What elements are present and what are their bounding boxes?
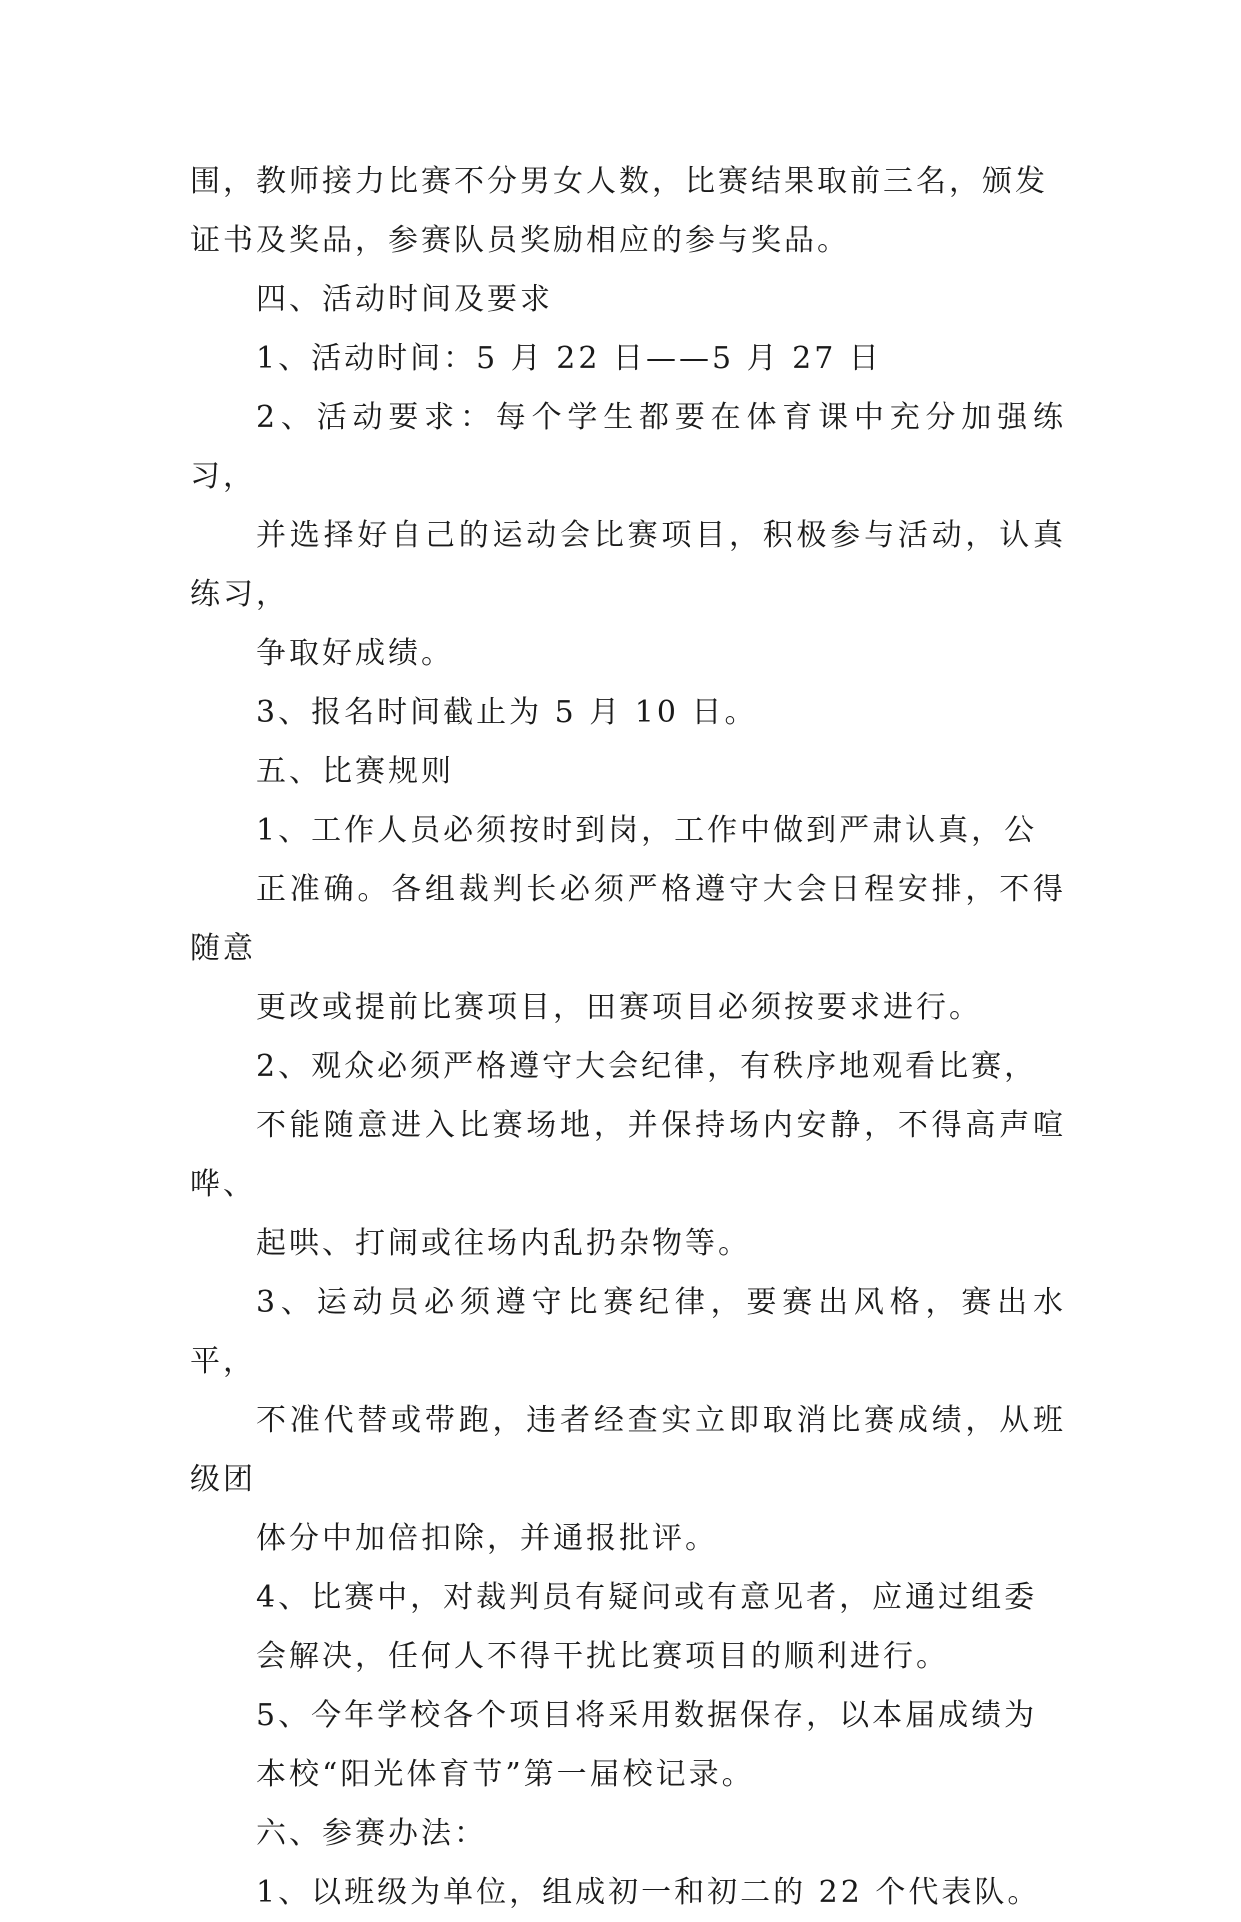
paragraph-line: 会解决，任何人不得干扰比赛项目的顺利进行。 (256, 1639, 949, 1674)
paragraph-line: 并选择好自己的运动会比赛项目，积极参与活动，认真练习， (190, 518, 1066, 612)
paragraph-line: 不准代替或带跑，违者经查实立即取消比赛成绩，从班级团 (190, 1403, 1066, 1497)
paragraph (190, 683, 1066, 742)
paragraph-line: 3、报名时间截止为 5 月 10 日。 (256, 695, 758, 730)
paragraph-line: 四、活动时间及要求 (256, 282, 553, 317)
paragraph-line: 五、比赛规则 (256, 754, 454, 789)
paragraph (190, 1686, 1066, 1804)
paragraph-line: 本校“阳光体育节”第一届校记录。 (256, 1757, 755, 1792)
paragraph (190, 742, 1066, 801)
paragraph-line: 1、活动时间：5 月 22 日——5 月 27 日 (256, 341, 882, 376)
paragraph-line: 2、观众必须严格遵守大会纪律，有秩序地观看比赛， (256, 1049, 1038, 1084)
paragraph-line: 更改或提前比赛项目，田赛项目必须按要求进行。 (256, 990, 982, 1025)
paragraph-line: 1、工作人员必须按时到岗，工作中做到严肃认真，公 (256, 813, 1038, 848)
paragraph-line: 不能随意进入比赛场地，并保持场内安静，不得高声喧哗、 (190, 1108, 1066, 1202)
paragraph (190, 329, 1066, 388)
paragraph-line: 证书及奖品，参赛队员奖励相应的参与奖品。 (190, 223, 850, 258)
paragraph (190, 1863, 1066, 1922)
paragraph-line: 围，教师接力比赛不分男女人数，比赛结果取前三名，颁发 (190, 164, 1048, 199)
paragraph-line: 5、今年学校各个项目将采用数据保存，以本届成绩为 (256, 1698, 1038, 1733)
paragraph (190, 270, 1066, 329)
document-body (190, 152, 1066, 1922)
paragraph (190, 388, 1066, 683)
paragraph-line: 起哄、打闹或往场内乱扔杂物等。 (256, 1226, 751, 1261)
paragraph-line: 正准确。各组裁判长必须严格遵守大会日程安排，不得随意 (190, 872, 1066, 966)
paragraph-line: 4、比赛中，对裁判员有疑问或有意见者，应通过组委 (256, 1580, 1038, 1615)
paragraph-line: 3、运动员必须遵守比赛纪律，要赛出风格，赛出水平， (190, 1285, 1066, 1379)
paragraph-line: 争取好成绩。 (256, 636, 454, 671)
paragraph (190, 801, 1066, 1037)
paragraph-line: 体分中加倍扣除，并通报批评。 (256, 1521, 718, 1556)
paragraph-line: 1、以班级为单位，组成初一和初二的 22 个代表队。 (256, 1875, 1041, 1910)
paragraph (190, 152, 1066, 270)
paragraph-line: 六、参赛办法： (256, 1816, 487, 1851)
paragraph (190, 1568, 1066, 1686)
paragraph-line: 2、活动要求：每个学生都要在体育课中充分加强练习， (190, 400, 1066, 494)
paragraph (190, 1037, 1066, 1273)
paragraph (190, 1804, 1066, 1863)
paragraph (190, 1273, 1066, 1568)
